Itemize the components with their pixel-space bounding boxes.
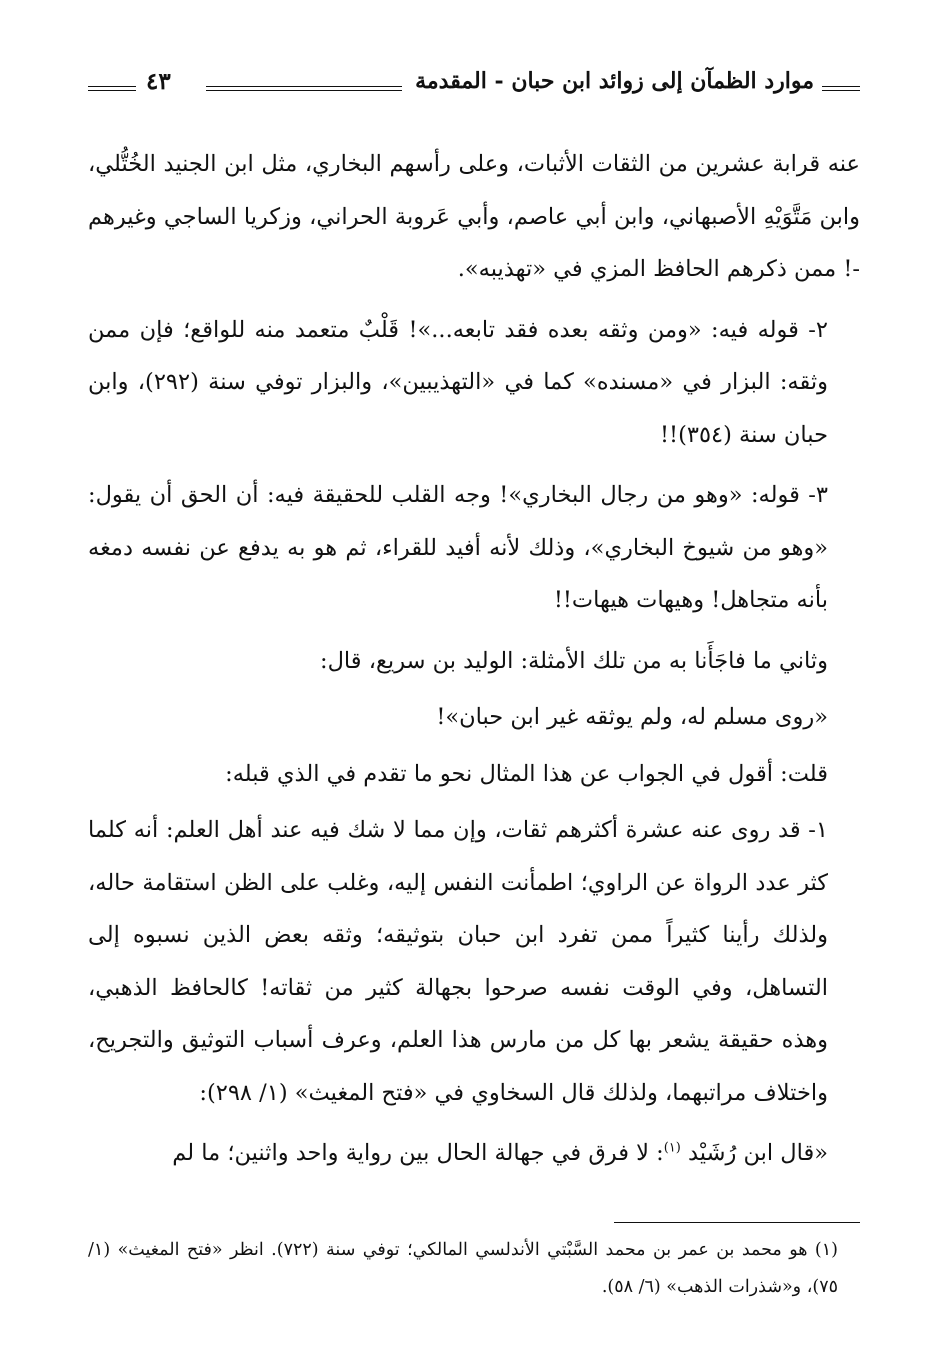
paragraph-4: وثاني ما فاجَأَنا به من تلك الأمثلة: الوليد بن سريع، قال: — [320, 647, 828, 674]
footnote — [88, 1232, 860, 1306]
footnote-text: (١) هو محمد بن عمر بن محمد السَّبْتي الأندلسي المالكي؛ توفي سنة (٧٢٢). انظر «فتح المغيث» (١/ ٧٥)، و«شذرات الذهب» (٦/ ٥٨). — [88, 1240, 838, 1297]
header-rule-middle — [206, 86, 402, 91]
paragraph-1: عنه قرابة عشرين من الثقات الأثبات، وعلى رأسهم البخاري، مثل ابن الجنيد الخُتُّلي، وابن مَتَّوَيْهِ الأصبهاني، وابن أبي عاصم، وأبي عَروبة الحراني، وزكريا الساجي وغيرهم -! ممن ذكرهم الحافظ المزي في «تهذيبه». — [88, 151, 860, 282]
footnote-divider — [614, 1222, 860, 1223]
header-title: موارد الظمآن إلى زوائد ابن حبان - المقدمة — [415, 68, 814, 94]
page-number: ٤٣ — [146, 68, 171, 95]
paragraph-5: قلت: أقول في الجواب عن هذا المثال نحو ما تقدم في الذي قبله: — [225, 760, 828, 787]
footnote-ref: (١) — [663, 1140, 681, 1156]
paragraph-3: ٣- قوله: «وهو من رجال البخاري»! وجه القلب للحقيقة فيه: أن الحق أن يقول: «وهو من شيوخ البخاري»، وذلك لأنه أفيد للقراء، ثم هو به يدفع عن نفسه دمغه بأنه متجاهل! وهيهات هيهات!! — [88, 482, 828, 613]
paragraph-2: ٢- قوله فيه: «ومن وثقه بعده فقد تابعه...»! قَلْبٌ متعمد منه للواقع؛ فإن ممن وثقه: البزار في «مسنده» كما في «التهذيبين»، والبزار توفي سنة (٢٩٢)، وابن حبان سنة (٣٥٤)!! — [88, 316, 828, 448]
main-text — [88, 138, 860, 1188]
running-header — [88, 66, 860, 110]
last-line-start: «قال ابن رُشَيْد — [688, 1140, 828, 1166]
quote-paragraph: «روى مسلم له، ولم يوثقه غير ابن حبان»! — [436, 704, 828, 730]
header-rule-right — [822, 86, 860, 91]
paragraph-7 — [88, 1127, 860, 1180]
last-line-end: : لا فرق في جهالة الحال بين رواية واحد واثنين؛ ما لم — [172, 1140, 664, 1166]
header-rule-left — [88, 86, 136, 91]
paragraph-6: ١- قد روى عنه عشرة أكثرهم ثقات، وإن مما لا شك فيه عند أهل العلم: أنه كلما كثر عدد الرواة عن الراوي؛ اطمأنت النفس إليه، وغلب على الظن استقامة حاله، ولذلك رأينا كثيراً ممن تفرد ابن حبان بتوثيقه؛ وثقه بعض الذين نسبوه إلى التساهل، وفي الوقت نفسه صرحوا بجهالة كثير من ثقاته! كالحافظ الذهبي، وهذه حقيقة يشعر بها كل من مارس هذا العلم، وعرف أسباب التوثيق والتجريح، واختلاف مراتبهما، ولذلك قال السخاوي في «فتح المغيث» (١/ ٢٩٨): — [88, 817, 828, 1106]
